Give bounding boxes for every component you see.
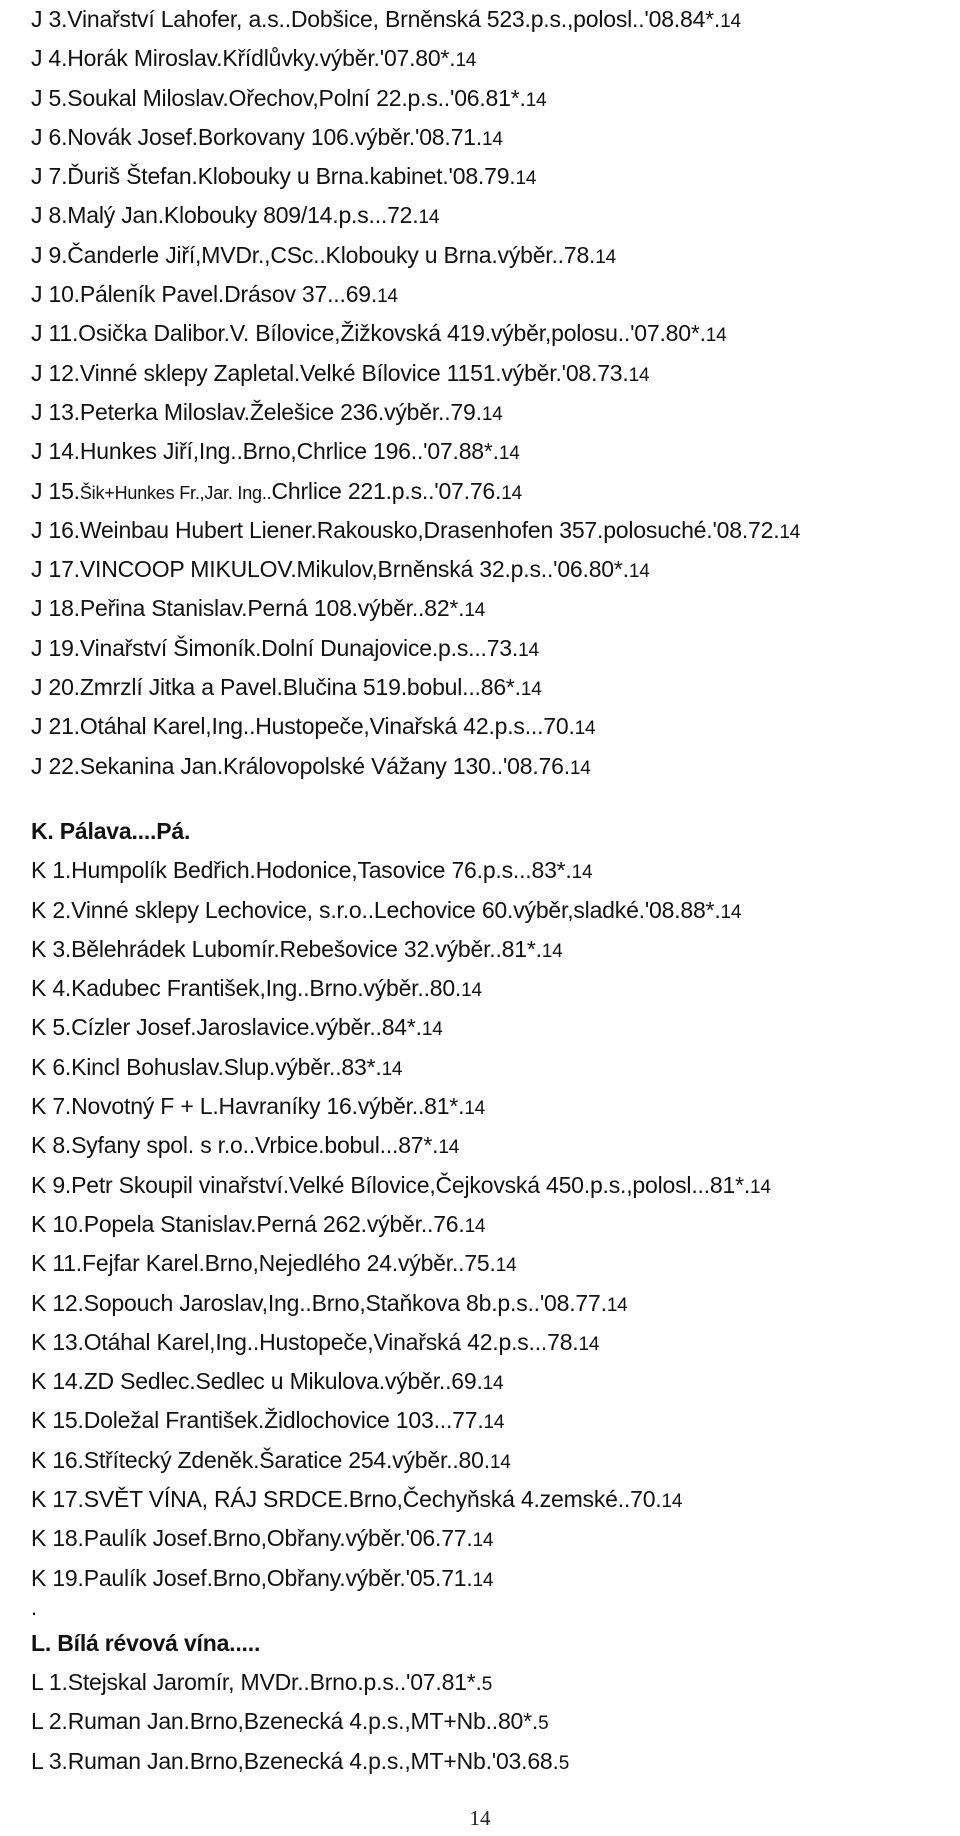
entry-suffix: 14 (628, 561, 650, 583)
entry-text: K 18.Paulík Josef.Brno,Obřany.výběr.'06.77. (31, 1525, 473, 1552)
list-item (31, 0, 951, 39)
entry-suffix: 14 (569, 757, 591, 779)
list-item (31, 969, 951, 1008)
entry-suffix: 14 (381, 1058, 403, 1080)
entry-text: K 16.Střítecký Zdeněk.Šaratice 254.výběr..80. (31, 1446, 490, 1473)
entry-suffix: 14 (461, 980, 482, 1002)
entry-suffix: 14 (464, 1098, 486, 1120)
entry-suffix: 14 (628, 364, 650, 386)
list-item (31, 1559, 951, 1598)
section-heading: K. Pálava....Pá. (31, 817, 191, 844)
entry-text: K 11.Fejfar Karel.Brno,Nejedlého 24.výběr..75. (31, 1250, 496, 1277)
list-item (31, 1323, 951, 1362)
entry-text: K 7.Novotný F + L.Havraníky 16.výběr..81*. (31, 1093, 465, 1120)
entry-suffix: 14 (377, 286, 398, 308)
entry-text: J 22.Sekanina Jan.Královopolské Vážany 130..'08.76. (31, 752, 570, 779)
list-item (31, 157, 951, 196)
entry-text: K 12.Sopouch Jaroslav,Ing..Brno,Staňkova 8b.p.s..'08.77. (31, 1289, 607, 1316)
list-item (31, 1663, 951, 1702)
list-item (31, 1087, 951, 1126)
list-item (31, 511, 951, 550)
entry-text: L 1.Stejskal Jaromír, MVDr..Brno.p.s..'07.81*. (31, 1669, 482, 1696)
entry-text: K 1.Humpolík Bedřich.Hodonice,Tasovice 76.p.s...83*. (31, 857, 572, 884)
entry-text: J 14.Hunkes Jiří,Ing..Brno,Chrlice 196..'07.88*. (31, 438, 499, 465)
entry-suffix: 14 (720, 901, 742, 923)
list-item (31, 668, 951, 707)
list-item (31, 432, 951, 471)
entry-text: J 13.Peterka Miloslav.Želešice 236.výběr..79. (31, 398, 482, 425)
entry-suffix: 14 (515, 168, 537, 190)
entry-suffix: 14 (489, 1451, 511, 1473)
entry-text: J 16.Weinbau Hubert Liener.Rakousko,Drasenhofen 357.polosuché.'08.72. (31, 516, 780, 543)
list-item (31, 1205, 951, 1244)
entry-text: J 4.Horák Miroslav.Křídlůvky.výběr.'07.80*. (31, 45, 456, 72)
entry-text: J 7.Ďuriš Štefan.Klobouky u Brna.kabinet.'08.79. (31, 163, 516, 190)
list-item (31, 1284, 951, 1323)
entry-suffix: 14 (574, 718, 596, 740)
entry-suffix: 14 (525, 89, 547, 111)
list-item (31, 39, 951, 78)
entry-text: J 11.Osička Dalibor.V. Bílovice,Žižkovská 419.výběr,polosu..'07.80*. (31, 320, 706, 347)
entry-text-small: Šik+Hunkes Fr.,Jar. Ing.. (79, 482, 272, 503)
entry-suffix: 14 (472, 1530, 494, 1552)
list-item (31, 196, 951, 235)
entry-suffix: 14 (464, 1215, 486, 1237)
list-item (31, 1048, 951, 1087)
entry-text: K 3.Bělehrádek Lubomír.Rebešovice 32.výběr..81*. (31, 935, 542, 962)
list-item (31, 589, 951, 628)
entry-text: K 15.Doležal František.Židlochovice 103...77. (31, 1407, 484, 1434)
entry-text: K 14.ZD Sedlec.Sedlec u Mikulova.výběr..69. (31, 1368, 483, 1395)
list-item (31, 472, 951, 511)
list-item (31, 1401, 951, 1440)
entry-text: K 10.Popela Stanislav.Perná 262.výběr..76. (31, 1210, 465, 1237)
list-item (31, 930, 951, 969)
list-item (31, 118, 951, 157)
section-gap (31, 786, 951, 812)
list-item (31, 629, 951, 668)
document-body (31, 0, 951, 1781)
entry-suffix: 5 (538, 1713, 549, 1735)
entry-text: J 15. (31, 477, 80, 504)
list-item (31, 314, 951, 353)
entry-text: J 9.Čanderle Jiří,MVDr.,CSc..Klobouky u Brna.výběr..78. (31, 241, 596, 268)
entry-text: L 2.Ruman Jan.Brno,Bzenecká 4.p.s.,MT+Nb..80*. (31, 1708, 539, 1735)
entry-text: J 19.Vinařství Šimoník.Dolní Dunajovice.p.s...73. (31, 634, 519, 661)
list-item (31, 1480, 951, 1519)
entry-text: K 9.Petr Skoupil vinařství.Velké Bílovice,Čejkovská 450.p.s.,polosl...81*. (31, 1171, 751, 1198)
list-item (31, 851, 951, 890)
entry-suffix: 14 (595, 246, 616, 268)
list-item (31, 236, 951, 275)
list-item (31, 1126, 951, 1165)
entry-text: J 12.Vinné sklepy Zapletal.Velké Bílovice 1151.výběr.'08.73. (31, 359, 629, 386)
list-item (31, 1362, 951, 1401)
section-heading: L. Bílá révová vína..... (31, 1629, 261, 1656)
list-item (31, 1702, 951, 1741)
entry-text: J 6.Novák Josef.Borkovany 106.výběr.'08.71. (31, 123, 482, 150)
list-item (31, 275, 951, 314)
entry-text: J 17.VINCOOP MIKULOV.Mikulov,Brněnská 32.p.s..'06.80*. (31, 556, 629, 583)
entry-text: K 17.SVĚT VÍNA, RÁJ SRDCE.Brno,Čechyňská 4.zemské..70. (31, 1485, 662, 1512)
entry-suffix: 14 (606, 1294, 628, 1316)
entry-text: K 13.Otáhal Karel,Ing..Hustopeče,Vinařská 42.p.s...78. (31, 1328, 579, 1355)
entry-text-continued: Chrlice 221.p.s..'07.76. (271, 477, 502, 504)
entry-text: K 5.Cízler Josef.Jaroslavice.výběr..84*. (31, 1014, 422, 1041)
entry-suffix: 14 (518, 639, 539, 661)
entry-text: L 3.Ruman Jan.Brno,Bzenecká 4.p.s.,MT+Nb.'03.68. (31, 1747, 559, 1774)
separator-dot: . (31, 1594, 37, 1620)
entry-suffix: 14 (472, 1569, 494, 1591)
entry-text: J 20.Zmrzlí Jitka a Pavel.Blučina 519.bobul...86*. (31, 674, 521, 701)
entry-suffix: 14 (455, 50, 477, 72)
list-item (31, 1008, 951, 1047)
entry-text: K 8.Syfany spol. s r.o..Vrbice.bobul...87*. (31, 1132, 439, 1159)
entry-suffix: 14 (438, 1137, 460, 1159)
entry-text: J 5.Soukal Miloslav.Ořechov,Polní 22.p.s..'06.81*. (31, 84, 526, 111)
entry-text: J 18.Peřina Stanislav.Perná 108.výběr..82*. (31, 595, 465, 622)
list-item (31, 79, 951, 118)
list-item (31, 1441, 951, 1480)
entry-text: K 6.Kincl Bohuslav.Slup.výběr..83*. (31, 1053, 382, 1080)
entry-text: J 3.Vinařství Lahofer, a.s..Dobšice, Brněnská 523.p.s.,polosl..'08.84*. (31, 6, 721, 32)
entry-suffix: 5 (481, 1674, 493, 1696)
entry-suffix: 14 (481, 403, 503, 425)
list-item (31, 550, 951, 589)
entry-suffix: 14 (661, 1490, 683, 1512)
list-item (31, 354, 951, 393)
entry-suffix: 14 (464, 600, 486, 622)
entry-suffix: 14 (498, 443, 520, 465)
entry-suffix: 14 (421, 1019, 443, 1041)
entry-suffix: 14 (483, 1412, 505, 1434)
entry-suffix: 5 (558, 1752, 570, 1774)
entry-suffix: 14 (705, 325, 727, 347)
entry-suffix: 14 (495, 1255, 517, 1277)
entry-suffix: 14 (779, 521, 801, 543)
list-item (31, 1742, 951, 1781)
list-item (31, 1244, 951, 1283)
list-item (31, 891, 951, 930)
page-number: 14 (469, 1806, 491, 1830)
entry-suffix: 14 (520, 679, 542, 701)
entry-suffix: 14 (720, 11, 741, 32)
entry-suffix: 14 (481, 128, 503, 150)
entry-suffix: 14 (750, 1176, 771, 1198)
list-item (31, 1166, 951, 1205)
entry-text: J 8.Malý Jan.Klobouky 809/14.p.s...72. (31, 202, 419, 229)
entry-text: K 4.Kadubec František,Ing..Brno.výběr..80. (31, 975, 462, 1002)
entry-text: J 21.Otáhal Karel,Ing..Hustopeče,Vinařská 42.p.s...70. (31, 713, 575, 740)
entry-suffix: 14 (571, 862, 593, 884)
entry-suffix: 14 (418, 207, 440, 229)
list-item (31, 747, 951, 786)
entry-text: K 19.Paulík Josef.Brno,Obřany.výběr.'05.71. (31, 1564, 473, 1591)
entry-text: K 2.Vinné sklepy Lechovice, s.r.o..Lechovice 60.výběr,sladké.'08.88*. (31, 896, 721, 923)
list-item (31, 707, 951, 746)
entry-suffix: 14 (578, 1333, 600, 1355)
list-item (31, 1519, 951, 1558)
entry-suffix: 14 (501, 482, 522, 504)
list-item (31, 393, 951, 432)
entry-suffix: 14 (541, 940, 563, 962)
entry-suffix: 14 (482, 1373, 504, 1395)
entry-text: J 10.Páleník Pavel.Drásov 37...69. (31, 281, 378, 308)
